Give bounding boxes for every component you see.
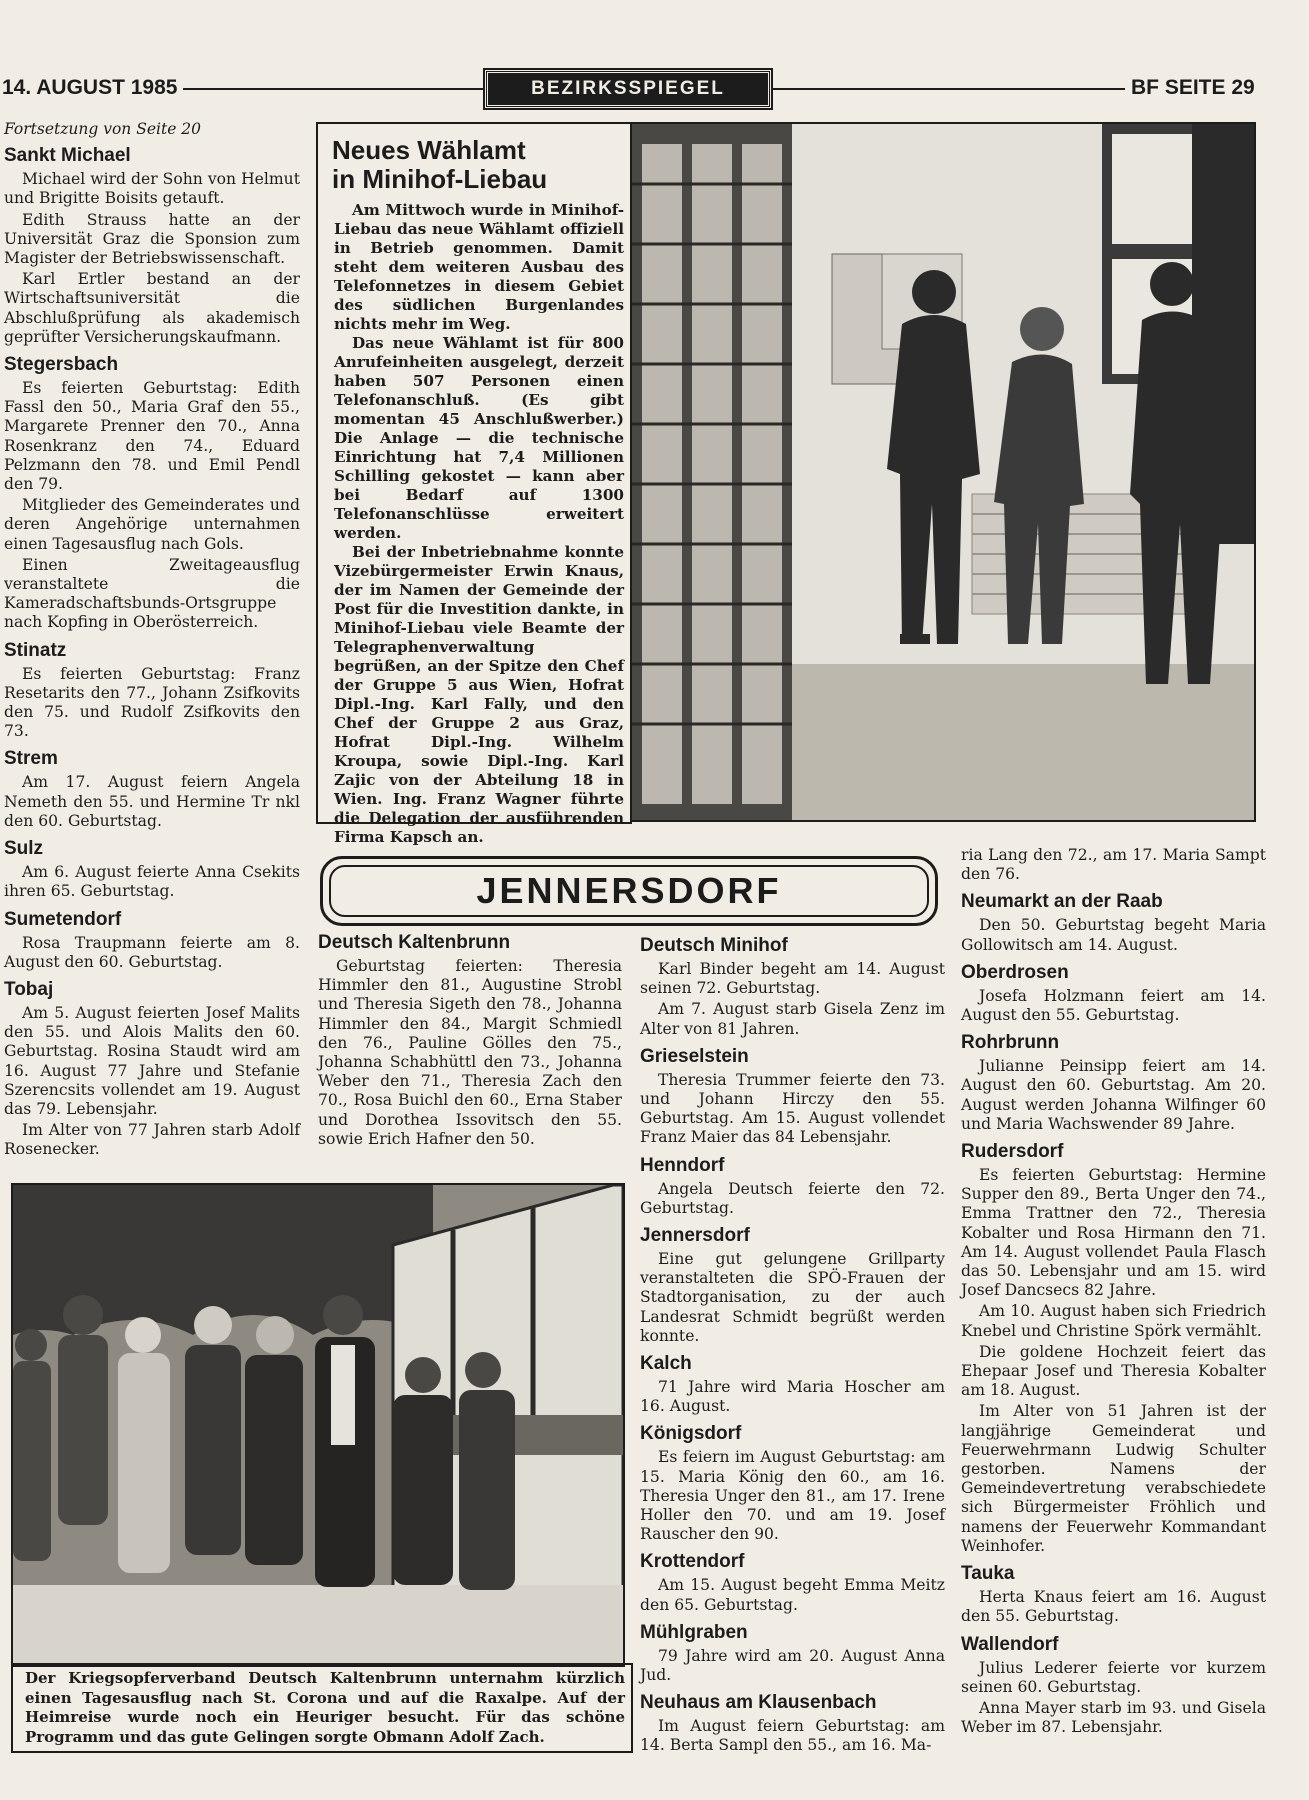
feature-paragraph: Das neue Wählamt ist für 800 Anrufeinheiten ausgelegt, derzeit haben 507 Personen einen Telefonanschluß. (Es gibt momentan 45 Anschlußwerber.) Die Anlage — die technische Einrichtung hat 7,4 Millionen Schilling gekostet — kann aber bei Bedarf auf 1300 Telefonanschlüsse erweitert werden. bbox=[334, 334, 624, 542]
news-paragraph: Michael wird der Sohn von Helmut und Brigitte Boisits getauft. bbox=[4, 170, 300, 208]
excursion-caption: Der Kriegsopferverband Deutsch Kaltenbrunn unternahm kürzlich einen Tagesausflug nach St. Corona und auf die Raxalpe. Auf der Heimreise wurde noch ein Heuriger besucht. Für das schöne Programm und das gute Gelingen sorgte Obmann Adolf Zach. bbox=[11, 1663, 633, 1753]
place-heading: Wallendorf bbox=[961, 1633, 1059, 1655]
section-title: BEZIRKSSPIEGEL bbox=[485, 70, 771, 108]
news-paragraph: Rosa Traupmann feierte am 8. August den 60. Geburtstag. bbox=[4, 933, 300, 971]
place-heading: Stinatz bbox=[4, 639, 67, 661]
jennersdorf-column-3-sections bbox=[961, 891, 1266, 1737]
place-heading: Sumetendorf bbox=[4, 908, 122, 930]
news-paragraph: 79 Jahre wird am 20. August Anna Jud. bbox=[640, 1646, 945, 1685]
place-heading: Mühlgraben bbox=[640, 1621, 748, 1643]
news-paragraph: Es feierten Geburtstag: Hermine Supper den 89., Berta Unger den 74., Emma Trattner den 72., Theresia Kobalter und Rosa Hirmann den 71. Am 14. August vollendet Paula Flasch das 50. Lebensjahr und am 15. wird Josef Dancsecs 82 Jahre. bbox=[961, 1166, 1266, 1300]
news-paragraph: Am 7. August starb Gisela Zenz im Alter von 81 Jahren. bbox=[640, 1000, 945, 1038]
news-paragraph: Im Alter von 77 Jahren starb Adolf Rosenecker. bbox=[4, 1121, 300, 1159]
continued-note: Fortsetzung von Seite 20 bbox=[4, 120, 202, 138]
continued-text: ria Lang den 72., am 17. Maria Sampt den 76. bbox=[961, 846, 1266, 884]
excursion-photo bbox=[11, 1183, 625, 1667]
place-heading: Oberdrosen bbox=[961, 961, 1069, 983]
news-paragraph: Eine gut gelungene Grillparty veranstalteten die SPÖ-Frauen der Stadtorganisation, zu der auch Landesrat Schmidt begrüßt werden konnte. bbox=[640, 1250, 945, 1345]
place-heading: Neuhaus am Klausenbach bbox=[640, 1692, 877, 1714]
news-paragraph: Einen Zweitageausflug veranstaltete die Kameradschaftsbunds-Ortsgruppe nach Kopfing in Oberösterreich. bbox=[4, 555, 300, 632]
place-heading: Grieselstein bbox=[640, 1045, 749, 1067]
news-paragraph: Am 15. August begeht Emma Meitz den 65. Geburtstag. bbox=[640, 1576, 945, 1614]
news-paragraph: Es feierten Geburtstag: Edith Fassl den 50., Maria Graf den 55., Margarete Prenner den 70., Anna Rosenkranz den 74., Eduard Pelzmann den 78. und Emil Pendl den 79. bbox=[4, 379, 300, 494]
news-paragraph: Julianne Peinsipp feiert am 14. August den 60. Geburtstag. Am 20. August werden Johanna Wilfinger 60 und Maria Wachswender 89 Jahre. bbox=[961, 1057, 1266, 1133]
news-paragraph: 71 Jahre wird Maria Hoscher am 16. August. bbox=[640, 1378, 945, 1416]
place-heading: Königsdorf bbox=[640, 1423, 742, 1445]
feature-title bbox=[332, 136, 630, 194]
news-paragraph: Im Alter von 51 Jahren ist der langjährige Gemeinderat und Feuerwehrmann Ludwig Schulter gestorben. Namens der Gemeindevertretung verabschiedete sich Bürgermeister Fröhlich und namens der Feuerwehr Kommandant Weinhofer. bbox=[961, 1402, 1266, 1555]
news-paragraph: Edith Strauss hatte an der Universität Graz die Sponsion zum Magister der Betriebswissenschaft. bbox=[4, 210, 300, 268]
feature-paragraph: Am Mittwoch wurde in Minihof-Liebau das neue Wählamt offiziell in Betrieb genommen. Damit steht dem weiteren Ausbau des Telefonnetzes in diesem Gebiet des südlichen Burgenlandes nichts mehr im Weg. bbox=[334, 201, 624, 333]
news-paragraph: Es feiern im August Geburtstag: am 15. Maria König den 60., am 16. Theresia Unger den 81., am 17. Irene Holler den 70. und am 19. Josef Rauscher den 90. bbox=[640, 1448, 945, 1544]
place-heading: Krottendorf bbox=[640, 1551, 745, 1573]
place-heading: Kalch bbox=[640, 1353, 692, 1375]
news-paragraph: Die goldene Hochzeit feiert das Ehepaar Josef und Theresia Kobalter am 18. August. bbox=[961, 1342, 1266, 1400]
news-paragraph: Geburtstag feierten: Theresia Himmler den 81., Augustine Strobl und Theresia Sigeth den 78., Johanna Himmler den 84., Margit Schmiedl den 76., Pauline Gölles den 75., Johanna Schabhüttl den 73., Johanna Weber den 71., Theresia Zach den 70., Rosa Buichl den 60., Erna Staber und Dorothea Issovitsch den 55. sowie Erich Hafner den 50. bbox=[318, 957, 622, 1148]
news-paragraph: Theresia Trummer feierte den 73. und Johann Hirczy den 55. Geburtstag. Am 15. August vollendet Franz Maier das 84 Lebensjahr. bbox=[640, 1070, 945, 1147]
place-heading: Deutsch Minihof bbox=[640, 935, 788, 956]
jennersdorf-column-3 bbox=[961, 846, 1266, 1737]
place-heading: Strem bbox=[4, 748, 58, 770]
place-heading: Sankt Michael bbox=[4, 145, 131, 167]
news-paragraph: Am 5. August feierten Josef Malits den 55. und Alois Malits den 60. Geburtstag. Rosina Staudt wird am 16. August 77 Jahre und Stefanie Szerencsits vollendet am 19. August das 79. Lebensjahr. bbox=[4, 1003, 300, 1118]
news-paragraph: Am 10. August haben sich Friedrich Knebel und Christine Spörk vermählt. bbox=[961, 1302, 1266, 1340]
news-paragraph: Julius Lederer feierte vor kurzem seinen 60. Geburtstag. bbox=[961, 1658, 1266, 1696]
place-heading: Deutsch Kaltenbrunn bbox=[318, 932, 511, 953]
news-paragraph: Josefa Holzmann feiert am 14. August den 55. Geburtstag. bbox=[961, 986, 1266, 1025]
place-heading: Neumarkt an der Raab bbox=[961, 891, 1163, 913]
news-paragraph: Mitglieder des Gemeinderates und deren Angehörige unternahmen einen Tagesausflug nach Gols. bbox=[4, 496, 300, 553]
feature-title-line1: Neues Wählamt bbox=[332, 135, 526, 165]
news-paragraph: Herta Knaus feiert am 16. August den 55. Geburtstag. bbox=[961, 1588, 1266, 1626]
feature-article bbox=[316, 122, 632, 846]
place-heading: Rohrbrunn bbox=[961, 1032, 1060, 1054]
news-paragraph: Anna Mayer starb im 93. und Gisela Weber im 87. Lebensjahr. bbox=[961, 1698, 1266, 1737]
page-number: BF SEITE 29 bbox=[1125, 76, 1255, 100]
place-heading: Tauka bbox=[961, 1563, 1015, 1585]
left-column bbox=[4, 120, 300, 1160]
place-heading: Rudersdorf bbox=[961, 1141, 1064, 1163]
jennersdorf-banner bbox=[320, 856, 938, 926]
jennersdorf-column-2 bbox=[640, 928, 945, 1756]
feature-paragraph: Bei der Inbetriebnahme konnte Vizebürgermeister Erwin Knaus, der im Namen der Gemeinde der Post für die Investition dankte, in Minihof-Liebau viele Beamte der Telegraphenverwaltung begrüßen, an der Spitze den Chef der Gruppe 5 aus Wien, Hofrat Dipl.-Ing. Karl Fally, und den Chef der Gruppe 2 aus Graz, Hofrat Dipl.-Ing. Wilhelm Kroupa, sowie Dipl.-Ing. Karl Zajic von der Abteilung 18 in Wien. Ing. Franz Wagner führte die Delegation der ausführenden Firma Kapsch an. bbox=[334, 543, 624, 846]
issue-date: 14. AUGUST 1985 bbox=[2, 76, 183, 100]
news-paragraph: Angela Deutsch feierte den 72. Geburtstag. bbox=[640, 1179, 945, 1217]
news-paragraph: Am 6. August feierte Anna Csekits ihren 65. Geburtstag. bbox=[4, 863, 300, 901]
feature-body bbox=[334, 201, 624, 847]
news-paragraph: Karl Ertler bestand an der Wirtschaftsuniversität die Abschlußprüfung als akademisch geprüfter Versicherungskaufmann. bbox=[4, 270, 300, 346]
news-paragraph: Am 17. August feiern Angela Nemeth den 55. und Hermine Tr nkl den 60. Geburtstag. bbox=[4, 773, 300, 830]
exchange-photo bbox=[630, 122, 1256, 822]
jennersdorf-column-1 bbox=[318, 932, 622, 1149]
place-heading: Jennersdorf bbox=[640, 1225, 750, 1247]
jennersdorf-banner-text: JENNERSDORF bbox=[329, 865, 929, 917]
feature-title-line2: in Minihof-Liebau bbox=[332, 164, 548, 194]
left-sections bbox=[4, 145, 300, 1159]
place-heading: Stegersbach bbox=[4, 354, 119, 376]
news-paragraph: Im August feiern Geburtstag: am 14. Berta Sampl den 55., am 16. Ma- bbox=[640, 1717, 945, 1755]
news-paragraph: Karl Binder begeht am 14. August seinen 72. Geburtstag. bbox=[640, 960, 945, 998]
news-paragraph: Den 50. Geburtstag begeht Maria Gollowitsch am 14. August. bbox=[961, 916, 1266, 954]
news-paragraph: Es feierten Geburtstag: Franz Resetarits den 77., Johann Zsifkovits den 75. und Rudolf Zsifkovits den 73. bbox=[4, 664, 300, 741]
place-heading: Tobaj bbox=[4, 978, 54, 1000]
place-heading: Henndorf bbox=[640, 1154, 725, 1176]
place-heading: Sulz bbox=[4, 838, 44, 860]
